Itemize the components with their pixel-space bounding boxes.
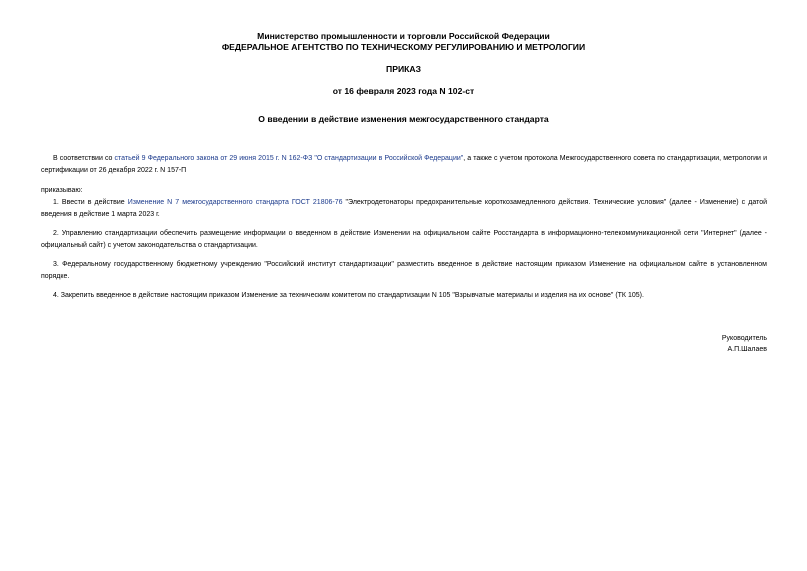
order-item-4: 4. Закрепить введенное в действие настоящим приказом Изменение за техническим комитетом по стандартизации N 105 "Взрывчатые материалы и изделия на их основе" (ТК 105). — [53, 292, 644, 299]
agency-name: ФЕДЕРАЛЬНОЕ АГЕНТСТВО ПО ТЕХНИЧЕСКОМУ РЕГУЛИРОВАНИЮ И МЕТРОЛОГИИ — [221, 42, 586, 52]
ministry-name: Министерство промышленности и торговли Российской Федерации — [257, 31, 550, 41]
document-type: ПРИКАЗ — [386, 64, 421, 74]
order-item-3: 3. Федеральному государственному бюджетному учреждению "Российский институт стандартизации" разместить введенное в действие настоящим приказом Изменение на официальном сайте в установленном порядке. — [41, 261, 767, 280]
signature-title: Руководитель — [721, 335, 767, 342]
document-subject: О введении в действие изменения межгосударственного стандарта — [258, 114, 549, 124]
item1-prefix: 1. Ввести в действие — [53, 199, 128, 206]
document-date-number: от 16 февраля 2023 года N 102-ст — [332, 86, 475, 96]
order-item-2: 2. Управлению стандартизации обеспечить размещение информации о введенном в действие Изменении на официальном сайте Росстандарта в информационно-телекоммуникационной сети "Интернет" (далее - официальный сайт) с учетом законодательства о стандартизации. — [41, 230, 767, 249]
law-link[interactable]: статьей 9 Федерального закона от 29 июня 2015 г. N 162-ФЗ "О стандартизации в Российской Федерации" — [114, 155, 464, 162]
standard-amendment-link[interactable]: Изменение N 7 межгосударственного стандарта ГОСТ 21806-76 — [127, 199, 343, 206]
signature-name: А.П.Шалаев — [727, 346, 767, 353]
order-word: приказываю: — [41, 187, 83, 194]
intro-suffix: , а также с учетом протокола Межгосударственного совета по стандартизации, метрологии и сертификации от 26 декабря 2022 г. N 157-П — [41, 155, 767, 174]
order-item-1 — [41, 197, 767, 220]
intro-prefix: В соответствии со — [53, 155, 115, 162]
intro-paragraph — [41, 153, 767, 176]
item1-suffix: "Электродетонаторы предохранительные короткозамедленного действия. Технические условия" (далее - Изменение) с датой введения в действие 1 марта 2023 г. — [41, 199, 768, 218]
